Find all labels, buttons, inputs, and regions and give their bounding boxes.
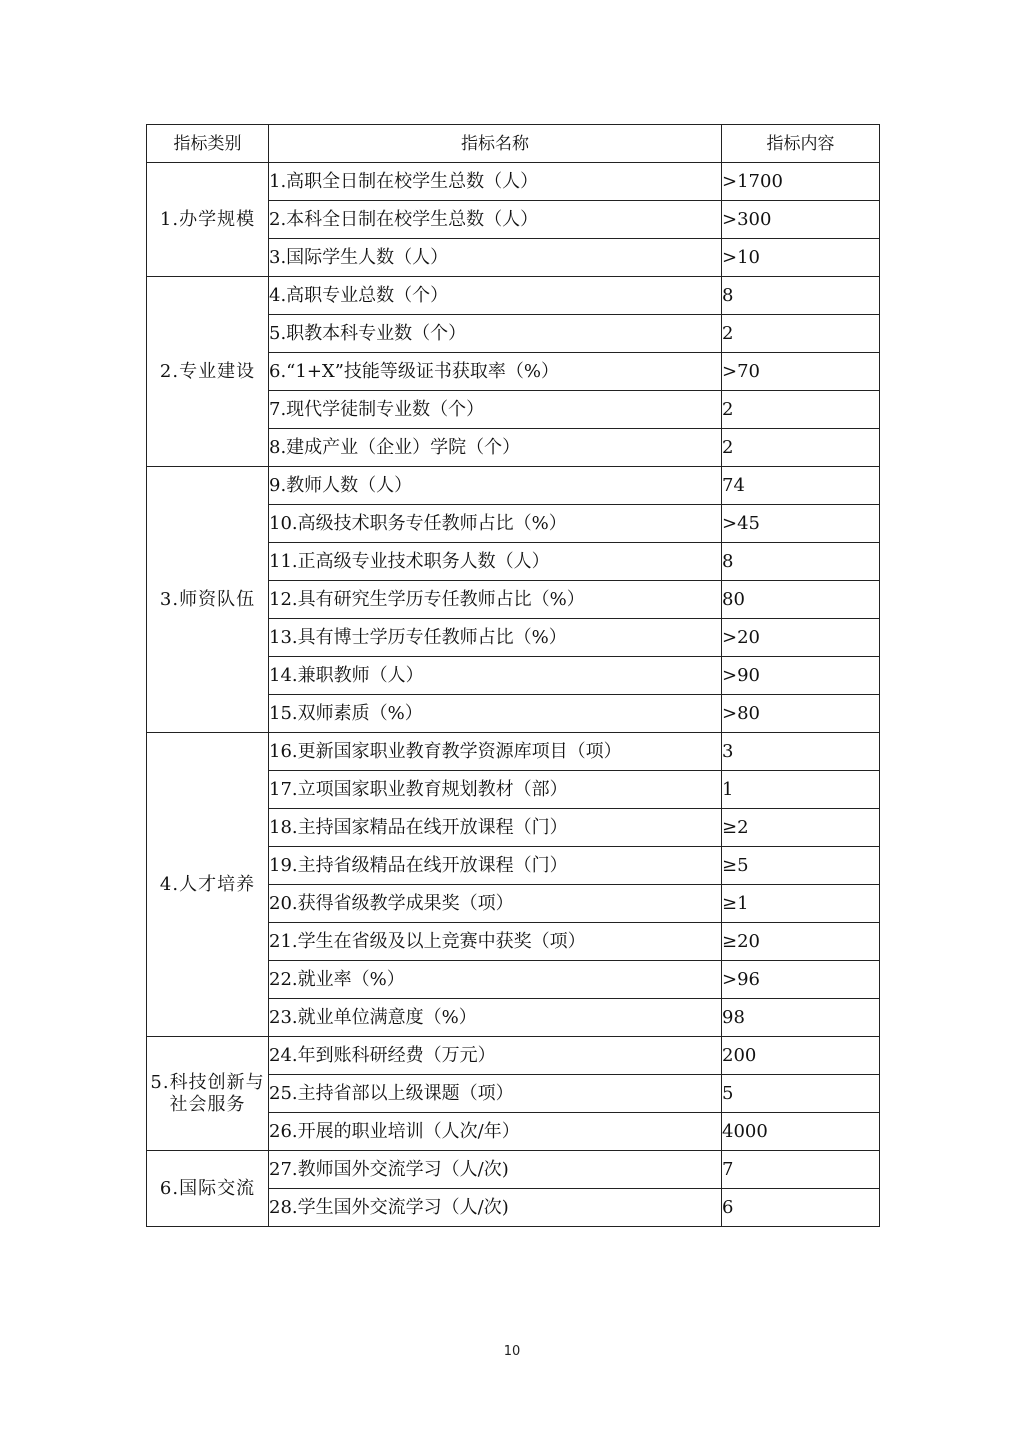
page-number: 10 — [503, 1344, 521, 1359]
category-cell: 6.国际交流 — [147, 1151, 269, 1227]
indicator-value-cell: 74 — [722, 467, 880, 505]
indicator-value-cell: 7 — [722, 1151, 880, 1189]
table-row — [147, 467, 880, 505]
indicator-name-cell: 2.本科全日制在校学生总数（人） — [269, 201, 722, 239]
indicator-value-cell: 5 — [722, 1075, 880, 1113]
indicator-name-cell: 15.双师素质（%） — [269, 695, 722, 733]
indicator-value-cell: 8 — [722, 277, 880, 315]
header-value: 指标内容 — [722, 125, 880, 163]
indicator-value-cell: >90 — [722, 657, 880, 695]
category-cell: 2.专业建设 — [147, 277, 269, 467]
indicator-name-cell: 27.教师国外交流学习（人/次) — [269, 1151, 722, 1189]
indicator-name-cell: 12.具有研究生学历专任教师占比（%） — [269, 581, 722, 619]
table-body — [147, 163, 880, 1227]
table-header-row — [147, 125, 880, 163]
indicator-name-cell: 4.高职专业总数（个） — [269, 277, 722, 315]
indicator-value-cell: 4000 — [722, 1113, 880, 1151]
indicator-name-cell: 26.开展的职业培训（人次/年） — [269, 1113, 722, 1151]
indicator-value-cell: 2 — [722, 315, 880, 353]
header-name: 指标名称 — [269, 125, 722, 163]
indicator-name-cell: 7.现代学徒制专业数（个） — [269, 391, 722, 429]
table-row — [147, 163, 880, 201]
indicator-name-cell: 3.国际学生人数（人） — [269, 239, 722, 277]
table-row — [147, 1037, 880, 1075]
indicator-value-cell: ≥20 — [722, 923, 880, 961]
indicator-value-cell: 2 — [722, 391, 880, 429]
indicator-name-cell: 9.教师人数（人） — [269, 467, 722, 505]
category-cell: 5.科技创新与社会服务 — [147, 1037, 269, 1151]
indicator-value-cell: 80 — [722, 581, 880, 619]
indicator-name-cell: 8.建成产业（企业）学院（个） — [269, 429, 722, 467]
indicator-value-cell: >300 — [722, 201, 880, 239]
indicator-value-cell: ≥5 — [722, 847, 880, 885]
indicator-value-cell: 2 — [722, 429, 880, 467]
indicator-name-cell: 19.主持省级精品在线开放课程（门） — [269, 847, 722, 885]
category-cell: 1.办学规模 — [147, 163, 269, 277]
indicator-value-cell: ≥2 — [722, 809, 880, 847]
indicator-name-cell: 11.正高级专业技术职务人数（人） — [269, 543, 722, 581]
indicator-name-cell: 22.就业率（%） — [269, 961, 722, 999]
category-cell: 4.人才培养 — [147, 733, 269, 1037]
indicator-name-cell: 13.具有博士学历专任教师占比（%） — [269, 619, 722, 657]
category-cell: 3.师资队伍 — [147, 467, 269, 733]
indicator-value-cell: >70 — [722, 353, 880, 391]
indicator-name-cell: 25.主持省部以上级课题（项） — [269, 1075, 722, 1113]
indicator-value-cell: 3 — [722, 733, 880, 771]
indicator-name-cell: 21.学生在省级及以上竞赛中获奖（项） — [269, 923, 722, 961]
indicator-value-cell: >10 — [722, 239, 880, 277]
indicator-value-cell: 200 — [722, 1037, 880, 1075]
indicator-value-cell: 8 — [722, 543, 880, 581]
indicator-name-cell: 1.高职全日制在校学生总数（人） — [269, 163, 722, 201]
indicator-table — [146, 124, 880, 1227]
indicator-name-cell: 10.高级技术职务专任教师占比（%） — [269, 505, 722, 543]
indicator-name-cell: 5.职教本科专业数（个） — [269, 315, 722, 353]
indicator-name-cell: 18.主持国家精品在线开放课程（门） — [269, 809, 722, 847]
indicator-value-cell: 1 — [722, 771, 880, 809]
indicator-name-cell: 28.学生国外交流学习（人/次) — [269, 1189, 722, 1227]
indicator-name-cell: 16.更新国家职业教育教学资源库项目（项） — [269, 733, 722, 771]
indicator-value-cell: >20 — [722, 619, 880, 657]
indicator-value-cell: ≥1 — [722, 885, 880, 923]
indicator-name-cell: 24.年到账科研经费（万元） — [269, 1037, 722, 1075]
indicator-name-cell: 14.兼职教师（人） — [269, 657, 722, 695]
indicator-value-cell: >80 — [722, 695, 880, 733]
indicator-name-cell: 17.立项国家职业教育规划教材（部） — [269, 771, 722, 809]
indicator-value-cell: >96 — [722, 961, 880, 999]
indicator-value-cell: 6 — [722, 1189, 880, 1227]
header-category: 指标类别 — [147, 125, 269, 163]
indicator-name-cell: 6.“1+X”技能等级证书获取率（%） — [269, 353, 722, 391]
indicator-value-cell: 98 — [722, 999, 880, 1037]
indicator-name-cell: 23.就业单位满意度（%） — [269, 999, 722, 1037]
indicator-value-cell: >45 — [722, 505, 880, 543]
table-row — [147, 1151, 880, 1189]
table-row — [147, 733, 880, 771]
indicator-name-cell: 20.获得省级教学成果奖（项） — [269, 885, 722, 923]
table-row — [147, 277, 880, 315]
indicator-value-cell: >1700 — [722, 163, 880, 201]
